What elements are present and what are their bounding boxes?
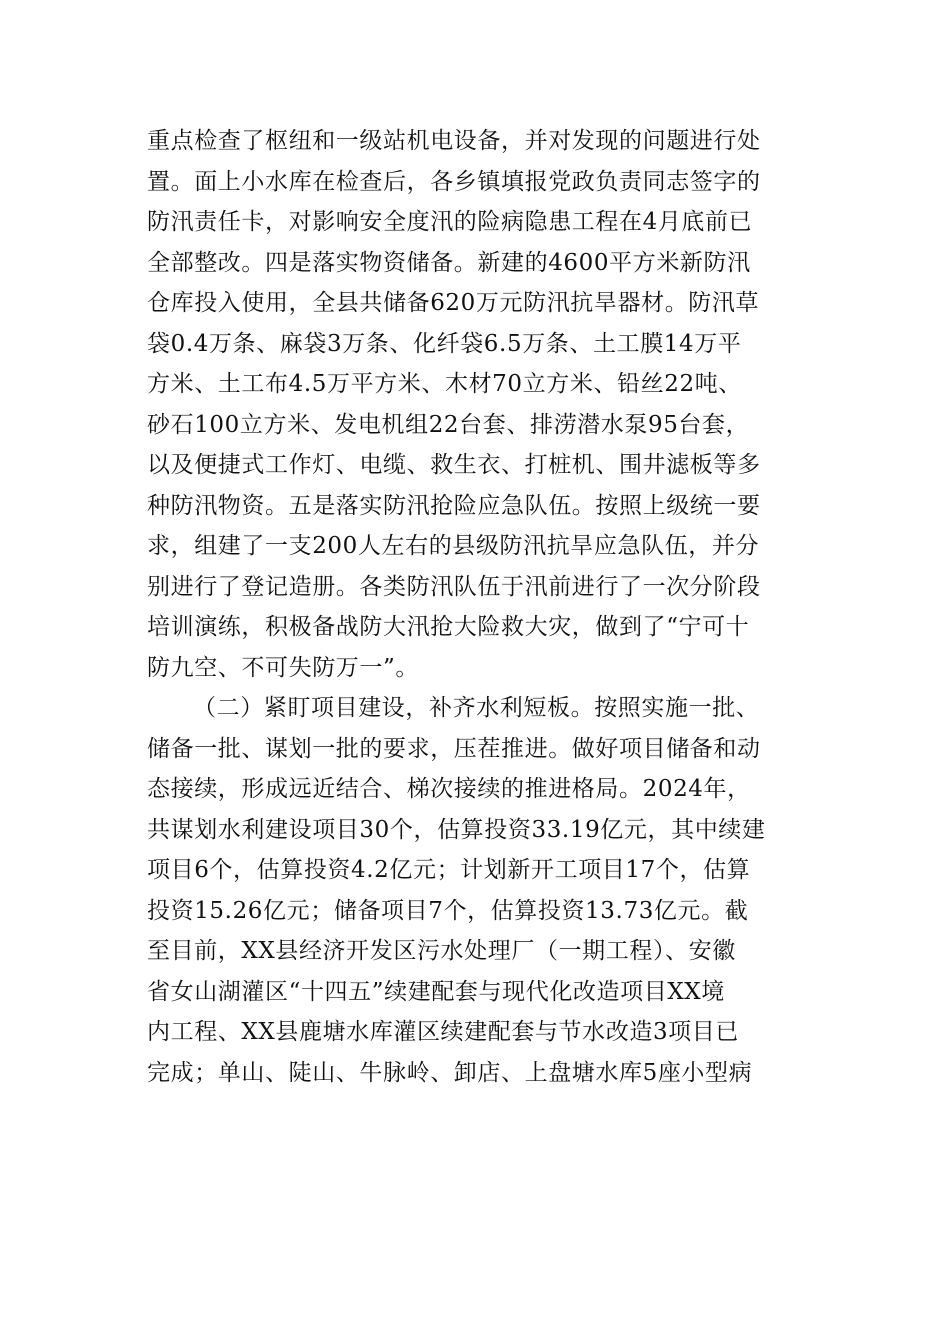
text-line: 共谋划水利建设项目30个，估算投资33.19亿元，其中续建 <box>147 816 766 843</box>
text-line: 求，组建了一支200人左右的县级防汛抗旱应急队伍，并分 <box>147 533 760 559</box>
text-line: 全部整改。四是落实物资储备。新建的4600平方米新防汛 <box>147 249 751 276</box>
text-line: 完成；单山、陡山、牛脉岭、卸店、上盘塘水库5座小型病 <box>147 1059 753 1086</box>
text-line: 种防汛物资。五是落实防汛抢险应急队伍。按照上级统一要 <box>147 492 761 519</box>
text-line: 方米、土工布4.5万平方米、木材70立方米、铅丝22吨、 <box>147 371 742 397</box>
text-line: 重点检查了枢纽和一级站机电设备，并对发现的问题进行处 <box>147 128 761 154</box>
text-line: 防汛责任卡，对影响安全度汛的险病隐患工程在4月底前已 <box>147 209 753 235</box>
text-line: 储备一批、谋划一批的要求，压茬推进。做好项目储备和动 <box>147 735 761 762</box>
text-line: 态接续，形成远近结合、梯次接续的推进格局。2024年， <box>147 776 751 802</box>
section-heading-line: （二）紧盯项目建设，补齐水利短板。按照实施一批、 <box>193 695 760 721</box>
text-line: 至目前，XX县经济开发区污水处理厂（一期工程）、安徽 <box>147 938 736 964</box>
text-line: 防九空、不可失防万一”。 <box>147 654 419 681</box>
text-line: 项目6个，估算投资4.2亿元；计划新开工项目17个，估算 <box>147 857 751 883</box>
text-line: 仓库投入使用，全县共储备620万元防汛抗旱器材。防汛草 <box>147 290 760 316</box>
body-text <box>147 121 817 1093</box>
text-line: 砂石100立方米、发电机组22台套、排涝潜水泵95台套， <box>147 411 750 438</box>
text-line: 置。面上小水库在检查后，各乡镇填报党政负责同志签字的 <box>147 168 761 195</box>
text-line: 省女山湖灌区“十四五”续建配套与现代化改造项目XX境 <box>147 978 725 1005</box>
text-line: 培训演练，积极备战防大汛抢大险救大灾，做到了“宁可十 <box>147 614 750 640</box>
text-line: 袋0.4万条、麻袋3万条、化纤袋6.5万条、土工膜14万平 <box>147 330 742 357</box>
text-line: 别进行了登记造册。各类防汛队伍于汛前进行了一次分阶段 <box>147 573 761 600</box>
text-line: 投资15.26亿元；储备项目7个，估算投资13.73亿元。截 <box>147 897 749 924</box>
text-line: 内工程、XX县鹿塘水库灌区续建配套与节水改造3项目已 <box>147 1019 739 1045</box>
text-line: 以及便捷式工作灯、电缆、救生衣、打桩机、围井滤板等多 <box>147 452 761 478</box>
